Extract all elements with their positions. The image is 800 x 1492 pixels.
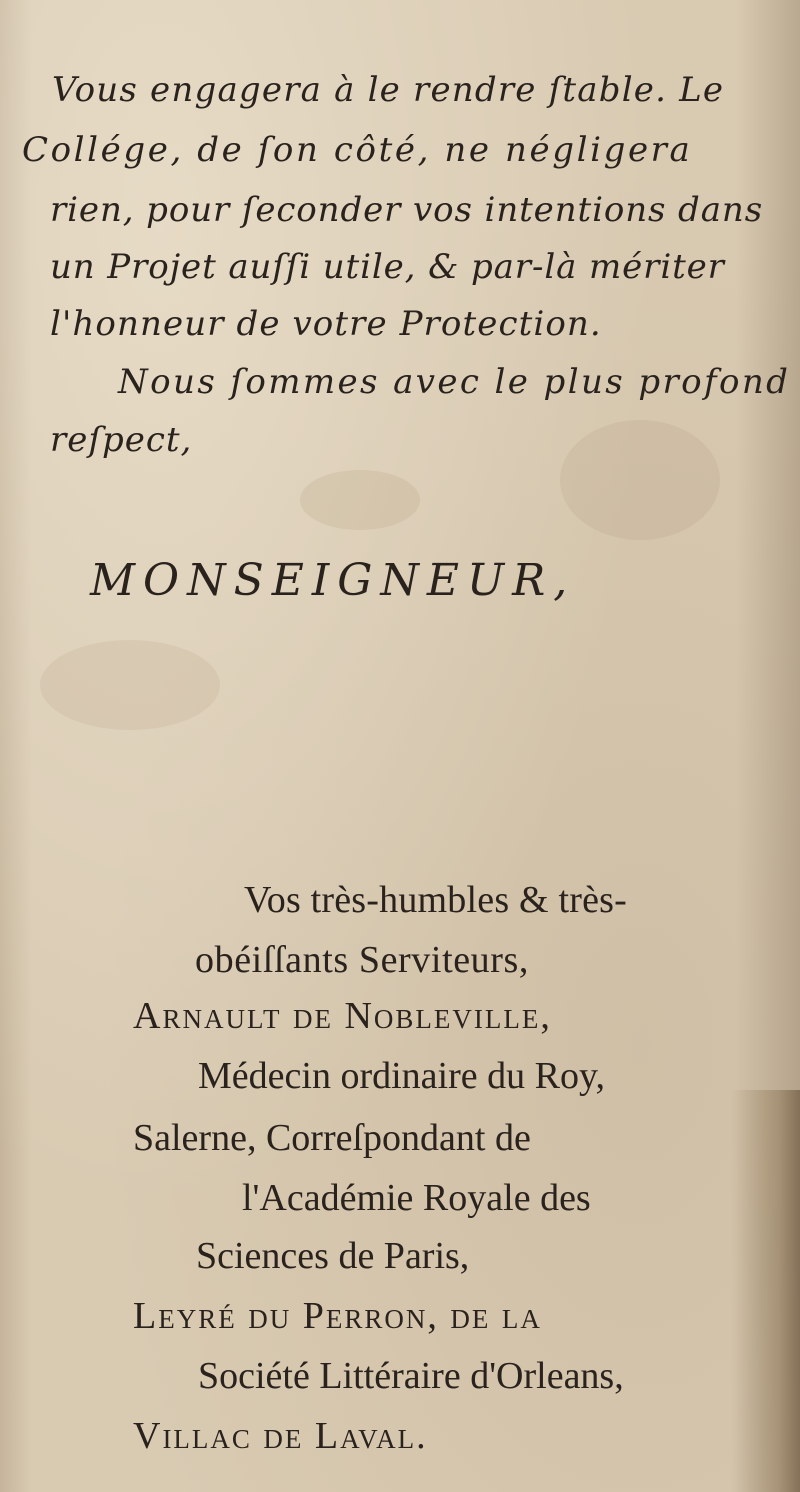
salutation: MONSEIGNEUR,: [90, 555, 576, 606]
closing-line: Vos très-humbles & très-: [244, 879, 628, 921]
closing-line: obéiſſants Serviteurs,: [195, 939, 530, 981]
body-line: l'honneur de votre Protection.: [50, 304, 602, 344]
page-edge-stain: [730, 1090, 800, 1492]
foxing-spot: [560, 420, 720, 540]
body-line: un Projet auſſi utile, & par-là mériter: [50, 247, 725, 287]
body-line: rien, pour ſeconder vos intentions dans: [50, 190, 764, 230]
signatory-title: l'Académie Royale des: [242, 1177, 591, 1219]
signatory-title: Médecin ordinaire du Roy,: [198, 1055, 605, 1097]
body-line: reſpect,: [50, 420, 193, 460]
signatory-name: Salerne, Correſpondant de: [133, 1117, 531, 1159]
body-line: Collége, de ſon côté, ne négligera: [22, 130, 693, 170]
signatory-title: Société Littéraire d'Orleans,: [198, 1355, 624, 1397]
body-line: Vous engagera à le rendre ſtable. Le: [52, 70, 725, 110]
signatory-name: Leyré du Perron, de la: [133, 1295, 542, 1337]
signatory-name: Villac de Laval.: [133, 1415, 428, 1457]
signatory-name: Arnault de Nobleville,: [133, 995, 552, 1037]
foxing-spot: [40, 640, 220, 730]
foxing-spot: [300, 470, 420, 530]
body-line: Nous ſommes avec le plus profond: [118, 362, 791, 402]
signatory-title: Sciences de Paris,: [196, 1235, 470, 1277]
